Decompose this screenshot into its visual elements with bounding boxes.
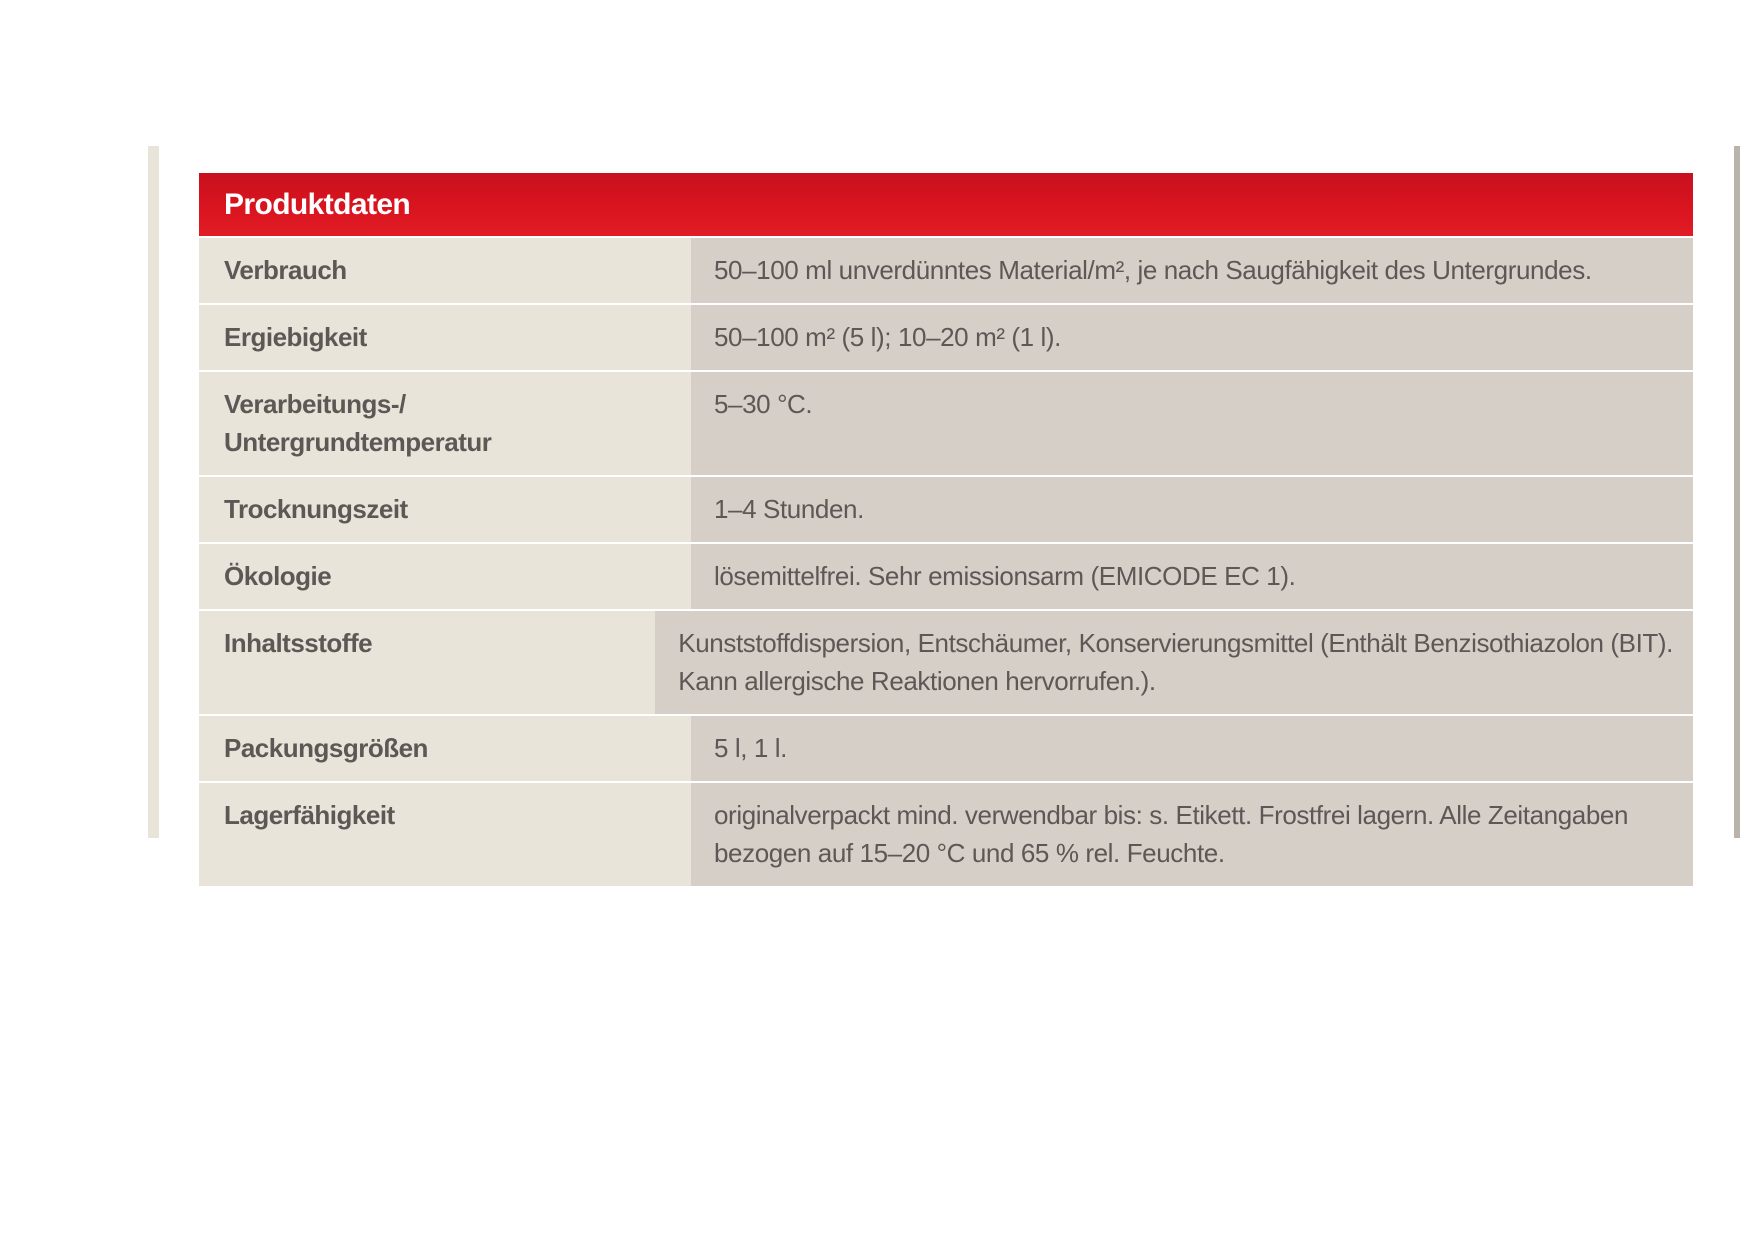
row-value xyxy=(655,611,1693,714)
row-value-text: originalverpackt mind. verwendbar bis: s. Etikett. Frostfrei lagern. Alle Zeitangaben xyxy=(714,800,1629,830)
row-label-text: Packungsgrößen xyxy=(224,733,428,763)
row-value-text: lösemittelfrei. Sehr emissionsarm (EMICODE EC 1). xyxy=(714,561,1296,591)
row-value-text: 1–4 Stunden. xyxy=(714,494,864,524)
product-data-table xyxy=(199,173,1693,886)
table-row xyxy=(199,370,1693,475)
table-row xyxy=(199,542,1693,609)
row-label-text: Ergiebigkeit xyxy=(224,322,367,352)
row-label xyxy=(199,783,691,886)
row-label xyxy=(199,477,691,542)
row-label-text: Lagerfähigkeit xyxy=(224,800,395,830)
row-label xyxy=(199,305,691,370)
table-row xyxy=(199,236,1693,303)
row-label xyxy=(199,372,691,475)
row-value xyxy=(691,305,1693,370)
row-label xyxy=(199,544,691,609)
row-value xyxy=(691,544,1693,609)
row-label-text: Ökologie xyxy=(224,561,332,591)
row-label-text: Verbrauch xyxy=(224,255,347,285)
row-value-text: 50–100 m² (5 l); 10–20 m² (1 l). xyxy=(714,322,1062,352)
row-label xyxy=(199,716,691,781)
row-value xyxy=(691,477,1693,542)
row-value-text: 5 l, 1 l. xyxy=(714,733,787,763)
row-value xyxy=(691,372,1693,475)
row-value-text: Kunststoffdispersion, Entschäumer, Konservierungsmittel (Enthält Benzisothiazolon (BIT). xyxy=(678,628,1673,658)
table-row xyxy=(199,609,1693,714)
table-header xyxy=(199,173,1693,236)
row-label xyxy=(199,238,691,303)
row-value-text: Kann allergische Reaktionen hervorrufen.). xyxy=(678,666,1156,696)
table-row xyxy=(199,714,1693,781)
row-label-text: Trocknungszeit xyxy=(224,494,408,524)
row-value xyxy=(691,716,1693,781)
row-label-text: Inhaltsstoffe xyxy=(224,628,373,658)
row-value xyxy=(691,238,1693,303)
table-row xyxy=(199,475,1693,542)
row-value-text: bezogen auf 15–20 °C und 65 % rel. Feuchte. xyxy=(714,838,1225,868)
table-title: Produktdaten xyxy=(224,187,411,221)
table-row xyxy=(199,781,1693,886)
row-value-text: 5–30 °C. xyxy=(714,389,813,419)
row-label-text: Verarbeitungs-/ xyxy=(224,389,406,419)
row-value xyxy=(691,783,1693,886)
row-value-text: 50–100 ml unverdünntes Material/m², je nach Saugfähigkeit des Untergrundes. xyxy=(714,255,1592,285)
row-label xyxy=(199,611,655,714)
table-row xyxy=(199,303,1693,370)
left-margin-rule xyxy=(148,146,159,838)
row-label-text: Untergrundtemperatur xyxy=(224,427,492,457)
right-margin-rule xyxy=(1734,146,1740,838)
